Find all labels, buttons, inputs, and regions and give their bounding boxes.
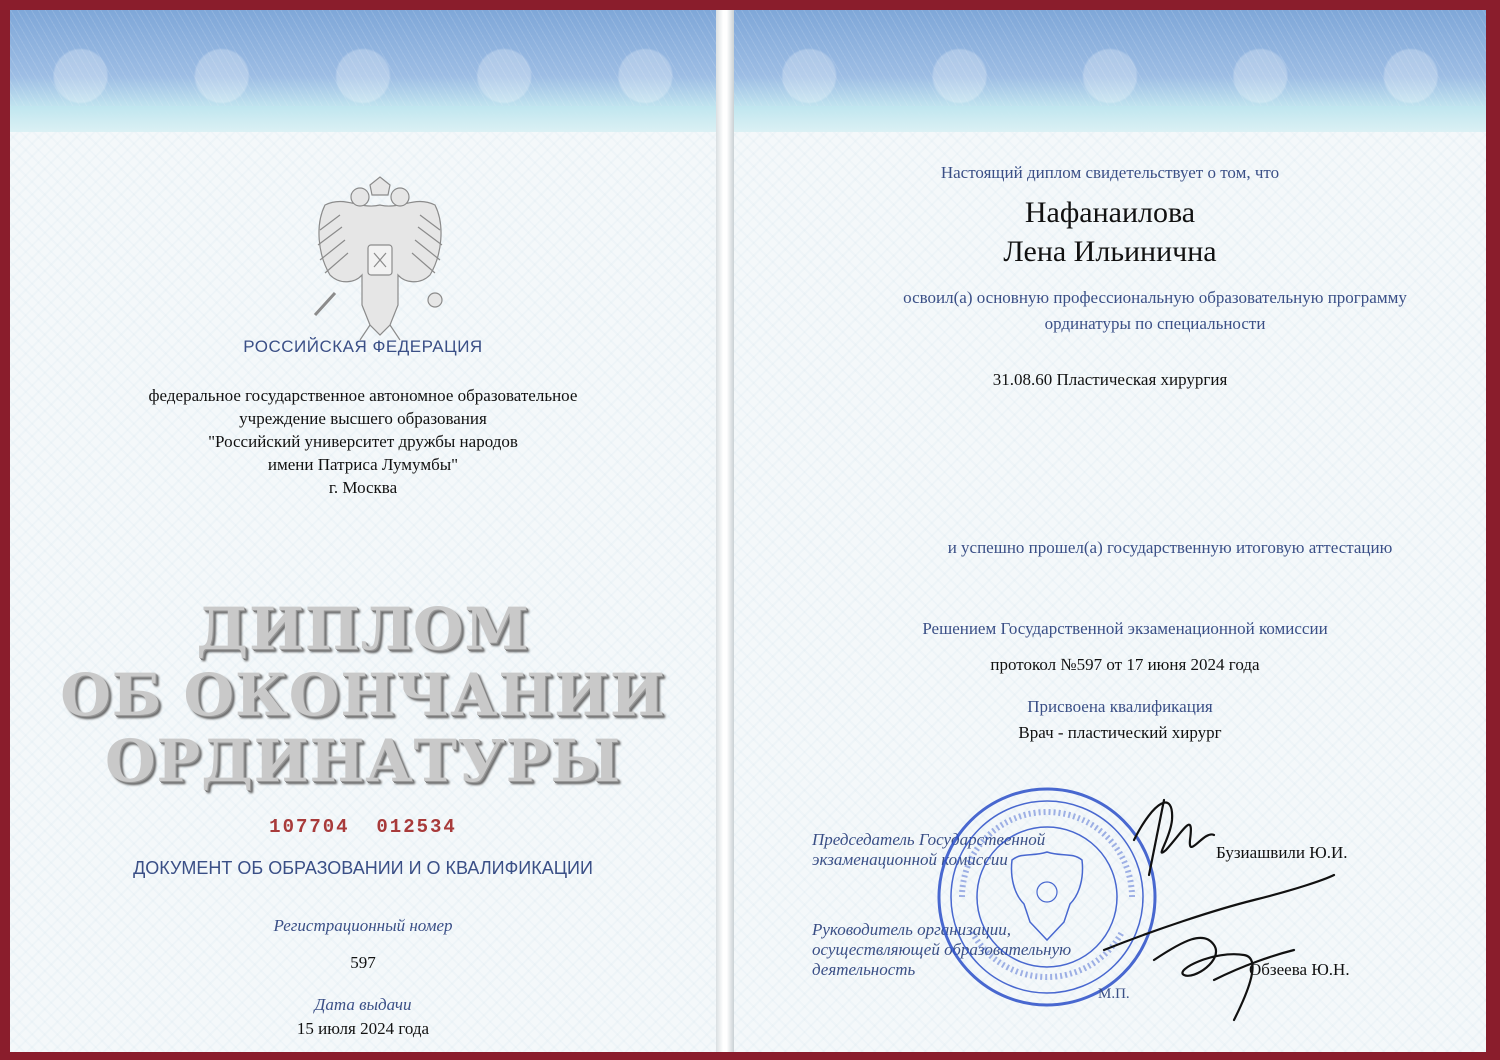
certification-intro: Настоящий диплом свидетельствует о том, что [940, 163, 1280, 182]
qualification: Врач - пластический хирург [1018, 723, 1222, 742]
registration-number: 597 [350, 953, 376, 972]
seal-mark: М.П. [1098, 986, 1130, 1002]
head-name: Обзеева Ю.Н. [1249, 960, 1350, 979]
left-page [10, 10, 716, 1052]
institution-city: г. Москва [328, 478, 398, 497]
program-statement [734, 285, 1486, 337]
head-label-line: деятельность [812, 960, 916, 979]
protocol: протокол №597 от 17 июня 2024 года [990, 655, 1260, 674]
head-label-line: осуществляющей образовательную [812, 940, 1072, 959]
specialty: 31.08.60 Пластическая хирургия [992, 370, 1228, 389]
handwritten-signatures-icon [1094, 780, 1354, 1030]
issue-date: 15 июля 2024 года [296, 1019, 430, 1038]
chair-label-line: Председатель Государственной [812, 830, 1046, 849]
head-label-line: Руководитель организации, [812, 920, 1012, 939]
diploma-title-line: ДИПЛОМ [196, 595, 530, 663]
institution-line: имени Патриса Лумумбы" [267, 455, 459, 474]
decorative-band-stripe [734, 106, 1486, 132]
diploma-title-line: ОБ ОКОНЧАНИИ [60, 661, 666, 729]
registration-label: Регистрационный номер [273, 916, 453, 935]
program-line: ординатуры по специальности [1044, 314, 1266, 333]
attestation-statement: и успешно прошел(а) государственную итоговую аттестацию [947, 538, 1393, 557]
institution-block [10, 384, 716, 499]
diploma-title-line: ОРДИНАТУРЫ [104, 727, 622, 795]
graduate-given-names: Лена Ильинична [1003, 235, 1217, 268]
chair-label-line: экзаменационной комиссии [812, 850, 1008, 869]
qualification-label: Присвоена квалификация [1027, 697, 1213, 716]
document-type: ДОКУМЕНТ ОБ ОБРАЗОВАНИИ И О КВАЛИФИКАЦИИ [133, 858, 593, 878]
book-spine [716, 10, 734, 1052]
serial-number: 107704 012534 [269, 816, 457, 838]
decorative-band-stripe [10, 106, 716, 132]
coat-of-arms-icon [300, 175, 460, 345]
country-name: РОССИЙСКАЯ ФЕДЕРАЦИЯ [243, 337, 483, 356]
graduate-surname: Нафанаилова [1024, 196, 1196, 229]
program-line: освоил(а) основную профессиональную образовательную программу [903, 288, 1407, 307]
institution-line: "Российский университет дружбы народов [208, 432, 518, 451]
right-page [734, 10, 1486, 1052]
institution-line: федеральное государственное автономное образовательное [148, 386, 578, 405]
chair-name: Бузиашвили Ю.И. [1216, 843, 1348, 862]
issue-date-label: Дата выдачи [314, 995, 412, 1014]
institution-line: учреждение высшего образования [239, 409, 487, 428]
commission-decision: Решением Государственной экзаменационной комиссии [922, 619, 1328, 638]
